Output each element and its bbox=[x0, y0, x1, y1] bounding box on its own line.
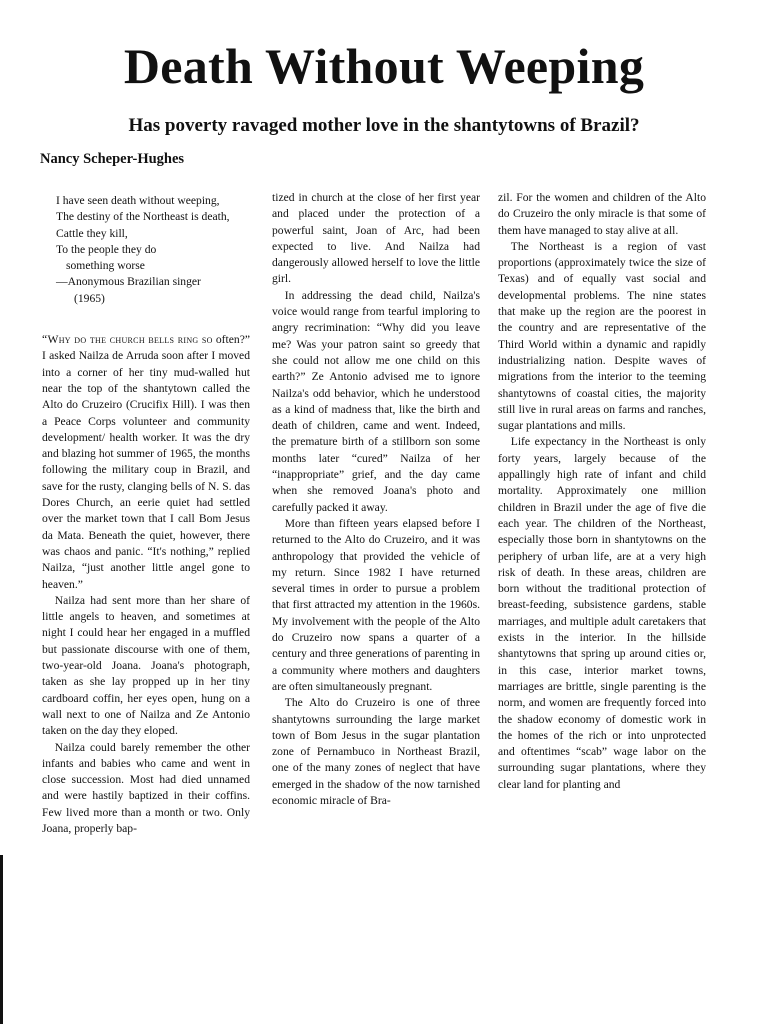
body-paragraph: Nailza could barely remember the other infants and babies who came and went in close succession. Most had died unnamed and were hastily baptized in their coffins. Few lived more than a month or two. Only Joana, properly bap- bbox=[42, 740, 250, 835]
body-paragraph: zil. For the women and children of the Alto do Cruzeiro the only miracle is that some of them have managed to stay alive at all. bbox=[498, 191, 706, 237]
paragraph-text: often?” I asked Nailza de Arruda soon after I moved into a corner of her tiny mud-walled hut near the top of the shantytown called the Alto do Cruzeiro (Crucifix Hill). I was then a Peace Corps volunteer and community development/ health worker. It was the dry and blazing hot summer of 1965, the months following the military coup in Brazil, and save for the rusty, clanging bells of N. S. das Dores Church, an eerie quiet had settled over the market town that I call Bom Jesus da Mata. Beneath the quiet, however, there was chaos and panic. “It's nothing,” replied Nailza, “just another little angel gone to heaven.” bbox=[42, 333, 251, 591]
epigraph-line: The destiny of the Northeast is death, bbox=[56, 210, 230, 224]
epigraph-line: I have seen death without weeping, bbox=[56, 194, 220, 207]
epigraph-date: (1965) bbox=[74, 291, 105, 305]
body-paragraph: The Alto do Cruzeiro is one of three shantytowns surrounding the large market town of Bom Jesus in the sugar plantation zone of Pernambuco in Northeast Brazil, one of the many zones of neglect that have emerged in the shadow of the now tarnished economic miracle of Bra- bbox=[272, 696, 480, 807]
epigraph bbox=[56, 193, 250, 307]
article-title: Death Without Weeping bbox=[123, 38, 645, 94]
epigraph-attribution: —Anonymous Brazilian singer bbox=[56, 275, 201, 289]
body-paragraph: tized in church at the close of her first year and placed under the protection of a powerful saint, Joan of Arc, had been expected to live. And Nailza had dangerously allowed herself to love the little girl. bbox=[272, 191, 480, 286]
body-paragraph: The Northeast is a region of vast proportions (approximately twice the size of Texas) and of equally vast social and developmental problems. The nine states that make up the region are the poorest in the country and are representative of the Third World within a dynamic and rapidly industrializing nation. Despite waves of migrations from the interior to the teeming shantytowns of coastal cities, the majority still live in rural areas on farms and ranches, sugar plantations and mills. bbox=[498, 239, 706, 433]
article-subtitle: Has poverty ravaged mother love in the shantytowns of Brazil? bbox=[128, 115, 640, 136]
column-3 bbox=[498, 190, 706, 793]
body-paragraph: Nailza had sent more than her share of little angels to heaven, and sometimes at night I could hear her engaged in a muffled but passionate discourse with one of them, two-year-old Joana. Joana's photograph, taken as she lay propped up in her tiny cardboard coffin, her eyes open, hung on a wall next to one of Nailza and Ze Antonio taken on the day they eloped. bbox=[42, 593, 250, 738]
epigraph-line: To the people they do bbox=[56, 242, 157, 256]
body-paragraph bbox=[42, 332, 250, 593]
scan-edge-shadow bbox=[0, 855, 3, 1024]
column-1 bbox=[42, 193, 250, 837]
body-paragraph: Life expectancy in the Northeast is only forty years, largely because of the appallingly high rate of infant and child mortality. Approximately one million children in Brazil under the age of five die each year. The children of the Northeast, especially those born in shantytowns on the periphery of urban life, are at a very high risk of death. In these areas, children are born without the traditional protection of breast-feeding, subsistence gardens, stable marriages, and multiple adult caretakers that exists in the interior. In the hillside shantytowns that spring up around cities or, in this case, interior market towns, marriages are brittle, single parenting is the norm, and women are frequently forced into the shadow economy of domestic work in the homes of the rich or into unprotected and oftentimes “scab” wage labor on the surrounding sugar plantations, where they clear land for planting and bbox=[498, 435, 706, 791]
article-author: Nancy Scheper-Hughes bbox=[40, 151, 185, 167]
body-paragraph: In addressing the dead child, Nailza's voice would range from tearful imploring to angry recrimination: “Why did you leave me? Was your patron saint so greedy that she could not allow me one child on this earth?” Ze Antonio advised me to ignore Nailza's odd behavior, which he understood as a kind of madness that, like the birth and death of children, came and went. Indeed, the premature birth of a stillborn son some months later “cured” Nailza of her “inappropriate” grief, and the day came when she removed Joana's photo and carefully packed it away. bbox=[272, 288, 480, 514]
column-2 bbox=[272, 190, 480, 809]
epigraph-line: Cattle they kill, bbox=[56, 226, 128, 240]
lead-in-small-caps: “Why do the church bells ring so bbox=[42, 333, 213, 347]
body-paragraph: More than fifteen years elapsed before I returned to the Alto do Cruzeiro, and it was anthropology that provided the vehicle of my return. Since 1982 I have returned several times in order to pursue a problem that first attracted my attention in the 1960s. My involvement with the people of the Alto do Cruzeiro now spans a quarter of a century and three generations of parenting in a community where mothers and daughters are often simultaneously pregnant. bbox=[272, 516, 480, 693]
epigraph-line: something worse bbox=[66, 259, 145, 273]
